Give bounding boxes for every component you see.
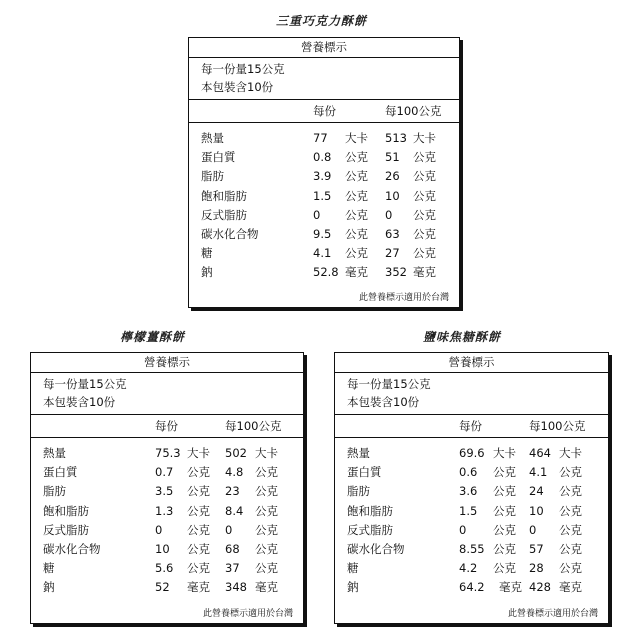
per-serving-unit: 公克 (345, 226, 368, 241)
per-serving-unit: 公克 (187, 503, 210, 518)
nutrient-name: 飽和脂肪 (201, 188, 247, 203)
col-per-100g: 每100公克 (385, 104, 442, 118)
per-100g-value: 513 (385, 131, 407, 145)
nutrient-name: 碳水化合物 (43, 541, 101, 556)
per-100g-unit: 毫克 (559, 580, 582, 595)
per-serving-value: 3.5 (155, 484, 174, 499)
per-serving-value: 1.5 (313, 188, 332, 203)
nutrient-name: 糖 (43, 561, 55, 576)
per-serving-unit: 公克 (345, 169, 368, 184)
nutrient-row (31, 482, 303, 501)
per-serving-unit: 公克 (493, 522, 516, 537)
per-100g-unit: 公克 (255, 465, 278, 480)
per-serving-unit: 公克 (187, 522, 210, 537)
per-serving-value: 0.7 (155, 465, 174, 480)
nutrient-row (189, 206, 459, 225)
col-per-serving: 每份 (155, 419, 178, 433)
per-serving-unit: 公克 (187, 561, 210, 576)
nutrient-name: 碳水化合物 (347, 541, 405, 556)
serving-size: 每一份量15公克 (201, 62, 285, 76)
per-100g-value: 51 (385, 150, 400, 165)
per-serving-value: 4.1 (313, 246, 332, 261)
per-100g-unit: 公克 (559, 541, 582, 556)
per-serving-unit: 毫克 (345, 265, 368, 280)
per-100g-unit: 公克 (559, 503, 582, 518)
label-header: 營養標示 (31, 353, 303, 373)
col-per-serving: 每份 (459, 419, 482, 433)
nutrient-name: 蛋白質 (43, 465, 78, 480)
per-serving-value: 0 (313, 207, 321, 222)
nutrient-row (335, 463, 608, 482)
nutrient-row (335, 502, 608, 521)
per-100g-value: 57 (529, 541, 544, 556)
nutrient-name: 碳水化合物 (201, 226, 259, 241)
per-100g-value: 10 (529, 503, 544, 518)
per-100g-value: 26 (385, 169, 400, 184)
per-100g-value: 10 (385, 188, 400, 203)
nutrient-row (189, 263, 459, 282)
servings-per-package: 本包裝含10份 (347, 395, 420, 409)
per-100g-value: 28 (529, 561, 544, 576)
nutrient-name: 反式脂肪 (347, 522, 393, 537)
per-100g-unit: 公克 (255, 503, 278, 518)
nutrient-row (335, 482, 608, 501)
per-serving-unit: 公克 (345, 246, 368, 261)
per-100g-value: 502 (225, 446, 247, 460)
per-100g-value: 428 (529, 580, 551, 595)
per-serving-unit: 公克 (493, 484, 516, 499)
per-serving-value: 5.6 (155, 561, 174, 576)
nutrient-row (31, 578, 303, 597)
per-100g-unit: 公克 (255, 561, 278, 576)
serving-size: 每一份量15公克 (43, 377, 127, 391)
nutrition-label (30, 352, 304, 624)
nutrient-name: 熱量 (347, 446, 370, 460)
per-100g-unit: 公克 (559, 522, 582, 537)
column-header (31, 415, 303, 438)
nutrient-row (31, 463, 303, 482)
serving-size: 每一份量15公克 (347, 377, 431, 391)
per-100g-unit: 公克 (413, 246, 436, 261)
nutrient-name: 飽和脂肪 (347, 503, 393, 518)
per-100g-value: 0 (225, 522, 233, 537)
per-100g-unit: 大卡 (255, 446, 278, 460)
per-serving-value: 8.55 (459, 541, 485, 556)
per-100g-unit: 毫克 (255, 580, 278, 595)
nutrient-row (335, 578, 608, 597)
per-100g-unit: 大卡 (559, 446, 582, 460)
nutrient-name: 飽和脂肪 (43, 503, 89, 518)
per-100g-value: 68 (225, 541, 240, 556)
nutrition-label (188, 37, 460, 308)
per-100g-unit: 公克 (413, 226, 436, 241)
product-title: 三重巧克力酥餅 (276, 14, 368, 28)
nutrient-name: 鈉 (201, 265, 213, 280)
nutrient-name: 鈉 (347, 580, 359, 595)
label-footer: 此營養標示適用於台灣 (202, 609, 293, 619)
per-100g-value: 0 (529, 522, 537, 537)
per-serving-value: 10 (155, 541, 170, 556)
nutrient-rows (335, 438, 608, 598)
nutrient-row (335, 559, 608, 578)
per-serving-unit: 公克 (345, 207, 368, 222)
per-100g-value: 8.4 (225, 503, 244, 518)
per-100g-value: 464 (529, 446, 551, 460)
nutrient-row (189, 167, 459, 186)
per-serving-unit: 大卡 (345, 131, 368, 145)
nutrient-name: 反式脂肪 (43, 522, 89, 537)
nutrient-row (31, 559, 303, 578)
per-100g-unit: 公克 (559, 465, 582, 480)
per-serving-value: 0.6 (459, 465, 478, 480)
product-title: 檸檬薑酥餅 (120, 330, 186, 344)
per-100g-unit: 公克 (559, 561, 582, 576)
nutrient-row (335, 444, 608, 463)
nutrient-row (31, 521, 303, 540)
per-serving-value: 69.6 (459, 446, 485, 460)
per-serving-value: 1.3 (155, 503, 174, 518)
per-serving-value: 75.3 (155, 446, 181, 460)
label-footer: 此營養標示適用於台灣 (507, 609, 598, 619)
nutrient-row (189, 187, 459, 206)
nutrient-row (31, 444, 303, 463)
per-serving-value: 77 (313, 131, 328, 145)
per-serving-unit: 公克 (345, 188, 368, 203)
nutrient-rows (31, 438, 303, 598)
per-serving-value: 1.5 (459, 503, 478, 518)
nutrient-name: 熱量 (201, 131, 224, 145)
per-100g-unit: 公克 (413, 188, 436, 203)
nutrient-name: 糖 (347, 561, 359, 576)
per-serving-value: 0.8 (313, 150, 332, 165)
nutrient-row (189, 148, 459, 167)
col-per-100g: 每100公克 (225, 419, 282, 433)
per-100g-unit: 公克 (255, 522, 278, 537)
serving-info (189, 58, 459, 100)
nutrient-name: 糖 (201, 246, 213, 261)
per-100g-value: 348 (225, 580, 247, 595)
nutrient-row (335, 540, 608, 559)
per-serving-unit: 大卡 (493, 446, 516, 460)
nutrient-row (31, 502, 303, 521)
per-100g-unit: 公克 (255, 484, 278, 499)
per-serving-unit: 公克 (187, 484, 210, 499)
serving-info (31, 373, 303, 415)
per-100g-value: 37 (225, 561, 240, 576)
per-serving-unit: 公克 (493, 465, 516, 480)
per-serving-value: 3.9 (313, 169, 332, 184)
per-serving-unit: 公克 (345, 150, 368, 165)
servings-per-package: 本包裝含10份 (201, 80, 274, 94)
per-100g-unit: 毫克 (413, 265, 436, 280)
nutrient-name: 反式脂肪 (201, 207, 247, 222)
per-100g-unit: 公克 (413, 169, 436, 184)
per-serving-unit: 大卡 (187, 446, 210, 460)
per-100g-unit: 公克 (559, 484, 582, 499)
nutrient-name: 鈉 (43, 580, 55, 595)
nutrient-name: 脂肪 (43, 484, 66, 499)
product-title: 鹽味焦糖酥餅 (423, 330, 502, 344)
per-serving-value: 64.2 (459, 580, 485, 595)
per-serving-value: 52.8 (313, 265, 339, 280)
per-100g-value: 63 (385, 226, 400, 241)
per-100g-value: 24 (529, 484, 544, 499)
per-100g-value: 4.1 (529, 465, 548, 480)
per-serving-unit: 公克 (187, 465, 210, 480)
nutrient-name: 脂肪 (201, 169, 224, 184)
col-per-100g: 每100公克 (529, 419, 586, 433)
nutrient-row (189, 225, 459, 244)
per-100g-value: 352 (385, 265, 407, 280)
per-serving-unit: 毫克 (187, 580, 210, 595)
per-100g-unit: 公克 (255, 541, 278, 556)
per-serving-unit: 公克 (187, 541, 210, 556)
column-header (335, 415, 608, 438)
label-header: 營養標示 (335, 353, 608, 373)
servings-per-package: 本包裝含10份 (43, 395, 116, 409)
per-serving-value: 3.6 (459, 484, 478, 499)
col-per-serving: 每份 (313, 104, 336, 118)
nutrient-rows (189, 123, 459, 283)
per-100g-value: 23 (225, 484, 240, 499)
nutrient-row (189, 244, 459, 263)
per-serving-unit: 公克 (493, 541, 516, 556)
nutrient-row (335, 521, 608, 540)
per-serving-unit: 毫克 (499, 580, 522, 595)
nutrient-name: 熱量 (43, 446, 66, 460)
per-100g-unit: 大卡 (413, 131, 436, 145)
label-header: 營養標示 (189, 38, 459, 58)
per-serving-value: 0 (155, 522, 163, 537)
per-100g-value: 0 (385, 207, 393, 222)
serving-info (335, 373, 608, 415)
per-serving-value: 9.5 (313, 226, 332, 241)
label-footer: 此營養標示適用於台灣 (358, 293, 449, 303)
nutrition-label (334, 352, 609, 624)
per-serving-value: 0 (459, 522, 467, 537)
per-serving-value: 4.2 (459, 561, 478, 576)
per-100g-value: 4.8 (225, 465, 244, 480)
per-100g-unit: 公克 (413, 207, 436, 222)
per-serving-unit: 公克 (493, 561, 516, 576)
per-100g-value: 27 (385, 246, 400, 261)
nutrient-name: 脂肪 (347, 484, 370, 499)
per-serving-unit: 公克 (493, 503, 516, 518)
per-100g-unit: 公克 (413, 150, 436, 165)
nutrient-row (31, 540, 303, 559)
nutrient-row (189, 129, 459, 148)
column-header (189, 100, 459, 123)
nutrient-name: 蛋白質 (347, 465, 382, 480)
nutrient-name: 蛋白質 (201, 150, 236, 165)
per-serving-value: 52 (155, 580, 170, 595)
